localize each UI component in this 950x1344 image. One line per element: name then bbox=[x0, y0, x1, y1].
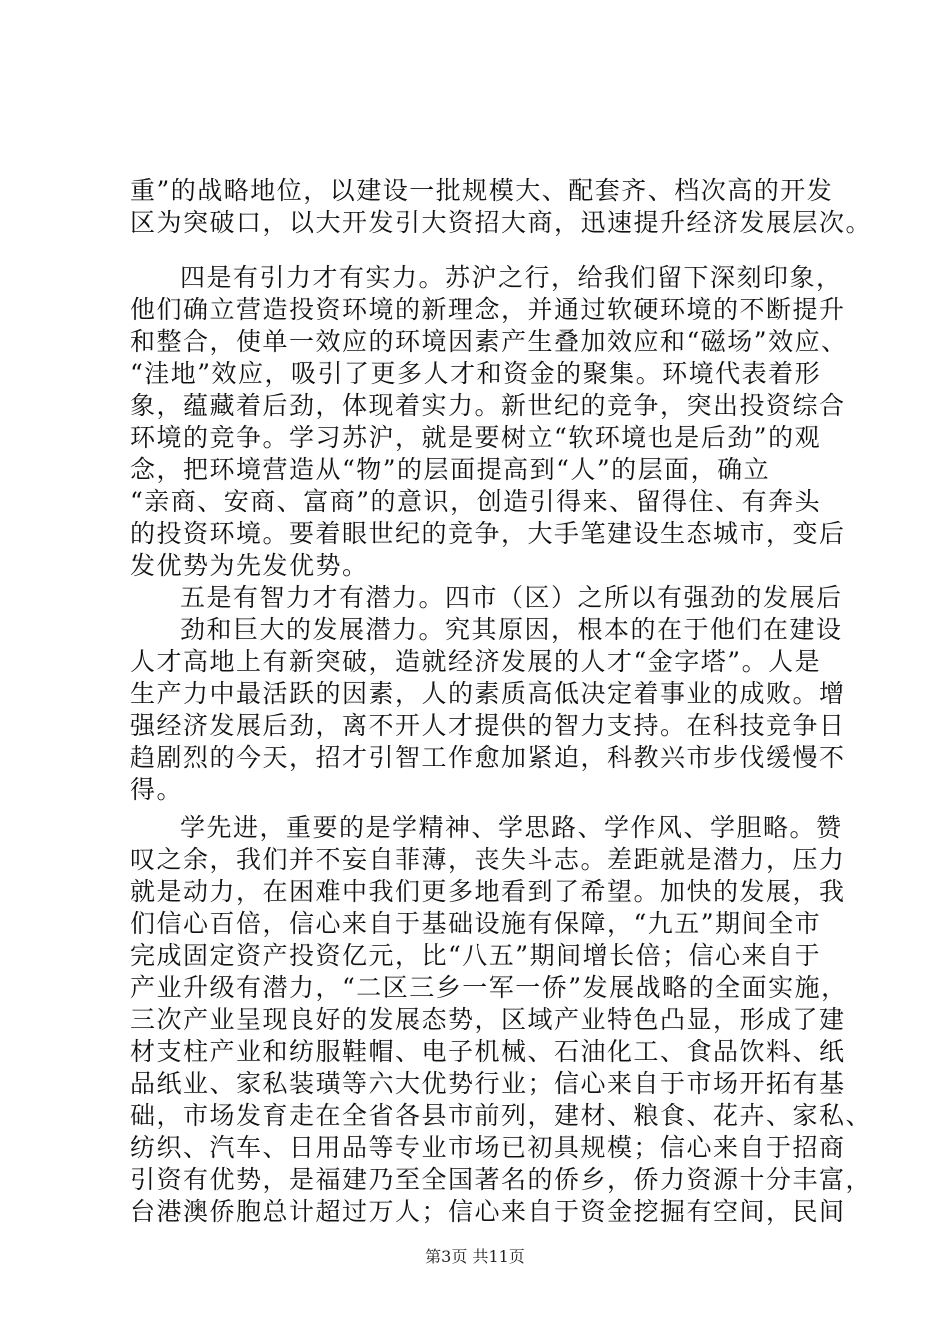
text-line: 生产力中最活跃的因素，人的素质高低决定着事业的成败。增 bbox=[130, 679, 846, 708]
text-line: 产业升级有潜力，“二区三乡一军一侨”发展战略的全面实施， bbox=[130, 973, 848, 1002]
text-line: 劲和巨大的发展潜力。究其原因，根本的在于他们在建设 bbox=[180, 615, 843, 644]
text-line: 环境的竞争。学习苏沪，就是要树立“软环境也是后劲”的观 bbox=[130, 423, 822, 452]
text-line: 念，把环境营造从“物”的层面提高到“人”的层面，确立 bbox=[130, 455, 771, 484]
text-line: 学先进，重要的是学精神、学思路、学作风、学胆略。赞 bbox=[180, 813, 843, 842]
text-line: 们信心百倍，信心来自于基础设施有保障，“九五”期间全市 bbox=[130, 909, 822, 938]
text-line: 趋剧烈的今天，招才引智工作愈加紧迫，科教兴市步伐缓慢不 bbox=[130, 743, 846, 772]
text-line: 品纸业、家私装璜等六大优势行业；信心来自于市场开拓有基 bbox=[130, 1069, 846, 1098]
text-line: 三次产业呈现良好的发展态势，区域产业特色凸显，形成了建 bbox=[130, 1005, 846, 1034]
text-line: “亲商、安商、富商”的意识，创造引得来、留得住、有奔头 bbox=[130, 487, 822, 516]
text-line: 引资有优势，是福建乃至全国著名的侨乡，侨力资源十分丰富， bbox=[130, 1165, 873, 1194]
page-number-footer: 第3页 共11页 bbox=[425, 1247, 525, 1266]
text-line: 发优势为先发优势。 bbox=[130, 551, 369, 580]
text-line: 础，市场发育走在全省各县市前列，建材、粮食、花卉、家私、 bbox=[130, 1101, 873, 1130]
text-line: 他们确立营造投资环境的新理念，并通过软硬环境的不断提升 bbox=[130, 295, 846, 324]
text-line: 强经济发展后劲，离不开人才提供的智力支持。在科技竞争日 bbox=[130, 711, 846, 740]
text-line: 区为突破口，以大开发引大资招大商，迅速提升经济发展层次。 bbox=[130, 208, 873, 237]
text-line: 五是有智力才有潜力。四市（区）之所以有强劲的发展后 bbox=[180, 583, 843, 612]
text-line: 象，蕴藏着后劲，体现着实力。新世纪的竞争，突出投资综合 bbox=[130, 391, 846, 420]
text-line: 的投资环境。要着眼世纪的竞争，大手笔建设生态城市，变后 bbox=[130, 519, 846, 548]
text-line: 四是有引力才有实力。苏沪之行，给我们留下深刻印象， bbox=[180, 263, 843, 292]
text-line: 重”的战略地位，以建设一批规模大、配套齐、档次高的开发 bbox=[130, 176, 834, 205]
text-line: 人才高地上有新突破，造就经济发展的人才“金字塔”。人是 bbox=[130, 647, 822, 676]
text-line: 完成固定资产投资亿元，比“八五”期间增长倍；信心来自于 bbox=[130, 941, 822, 970]
text-line: 台港澳侨胞总计超过万人；信心来自于资金挖掘有空间，民间 bbox=[130, 1197, 846, 1226]
text-line: 材支柱产业和纺服鞋帽、电子机械、石油化工、食品饮料、纸 bbox=[130, 1037, 846, 1066]
text-line: 叹之余，我们并不妄自菲薄，丧失斗志。差距就是潜力，压力 bbox=[130, 845, 846, 874]
text-line: 和整合，使单一效应的环境因素产生叠加效应和“磁场”效应、 bbox=[130, 327, 848, 356]
text-line: 得。 bbox=[130, 775, 184, 804]
text-line: 纺织、汽车、日用品等专业市场已初具规模；信心来自于招商 bbox=[130, 1133, 846, 1162]
text-line: “洼地”效应，吸引了更多人才和资金的聚集。环境代表着形 bbox=[130, 359, 822, 388]
text-line: 就是动力，在困难中我们更多地看到了希望。加快的发展，我 bbox=[130, 877, 846, 906]
